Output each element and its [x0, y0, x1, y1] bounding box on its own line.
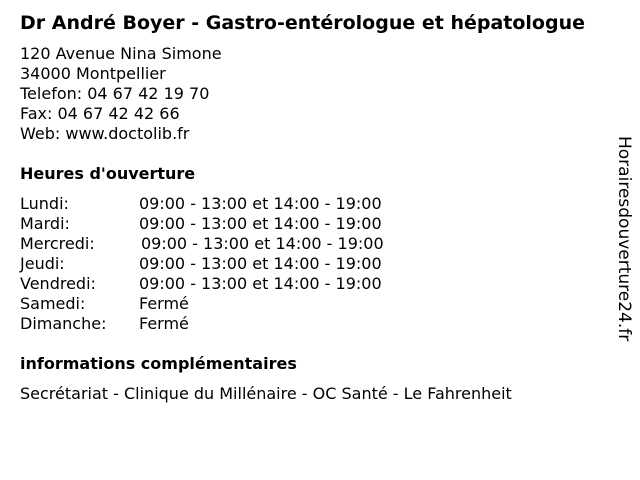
hours-heading: Heures d'ouverture: [20, 164, 196, 183]
time-value: 09:00 - 13:00 et 14:00 - 19:00: [139, 214, 382, 233]
info-text: Secrétariat - Clinique du Millénaire - OC Santé - Le Fahrenheit: [20, 384, 512, 403]
info-heading: informations complémentaires: [20, 354, 297, 373]
time-value: 09:00 - 13:00 et 14:00 - 19:00: [141, 234, 384, 253]
day-label: Mardi:: [20, 214, 70, 233]
day-label: Samedi:: [20, 294, 86, 313]
page-title: Dr André Boyer - Gastro-entérologue et hépatologue: [20, 12, 585, 34]
contact-block: [20, 44, 222, 144]
time-value: 09:00 - 13:00 et 14:00 - 19:00: [139, 194, 382, 213]
day-label: Lundi:: [20, 194, 69, 213]
day-label: Jeudi:: [20, 254, 65, 273]
watermark: Horairesdouverture24.fr: [614, 136, 634, 342]
time-value: Fermé: [139, 294, 189, 313]
phone-number: Telefon: 04 67 42 19 70: [20, 84, 210, 103]
day-label: Vendredi:: [20, 274, 96, 293]
time-value: 09:00 - 13:00 et 14:00 - 19:00: [139, 274, 382, 293]
street-address: 120 Avenue Nina Simone: [20, 44, 222, 63]
fax-number: Fax: 04 67 42 42 66: [20, 104, 180, 123]
city-address: 34000 Montpellier: [20, 64, 166, 83]
website: Web: www.doctolib.fr: [20, 124, 190, 143]
time-value: Fermé: [139, 314, 189, 333]
day-label: Mercredi:: [20, 234, 95, 253]
day-label: Dimanche:: [20, 314, 107, 333]
time-value: 09:00 - 13:00 et 14:00 - 19:00: [139, 254, 382, 273]
